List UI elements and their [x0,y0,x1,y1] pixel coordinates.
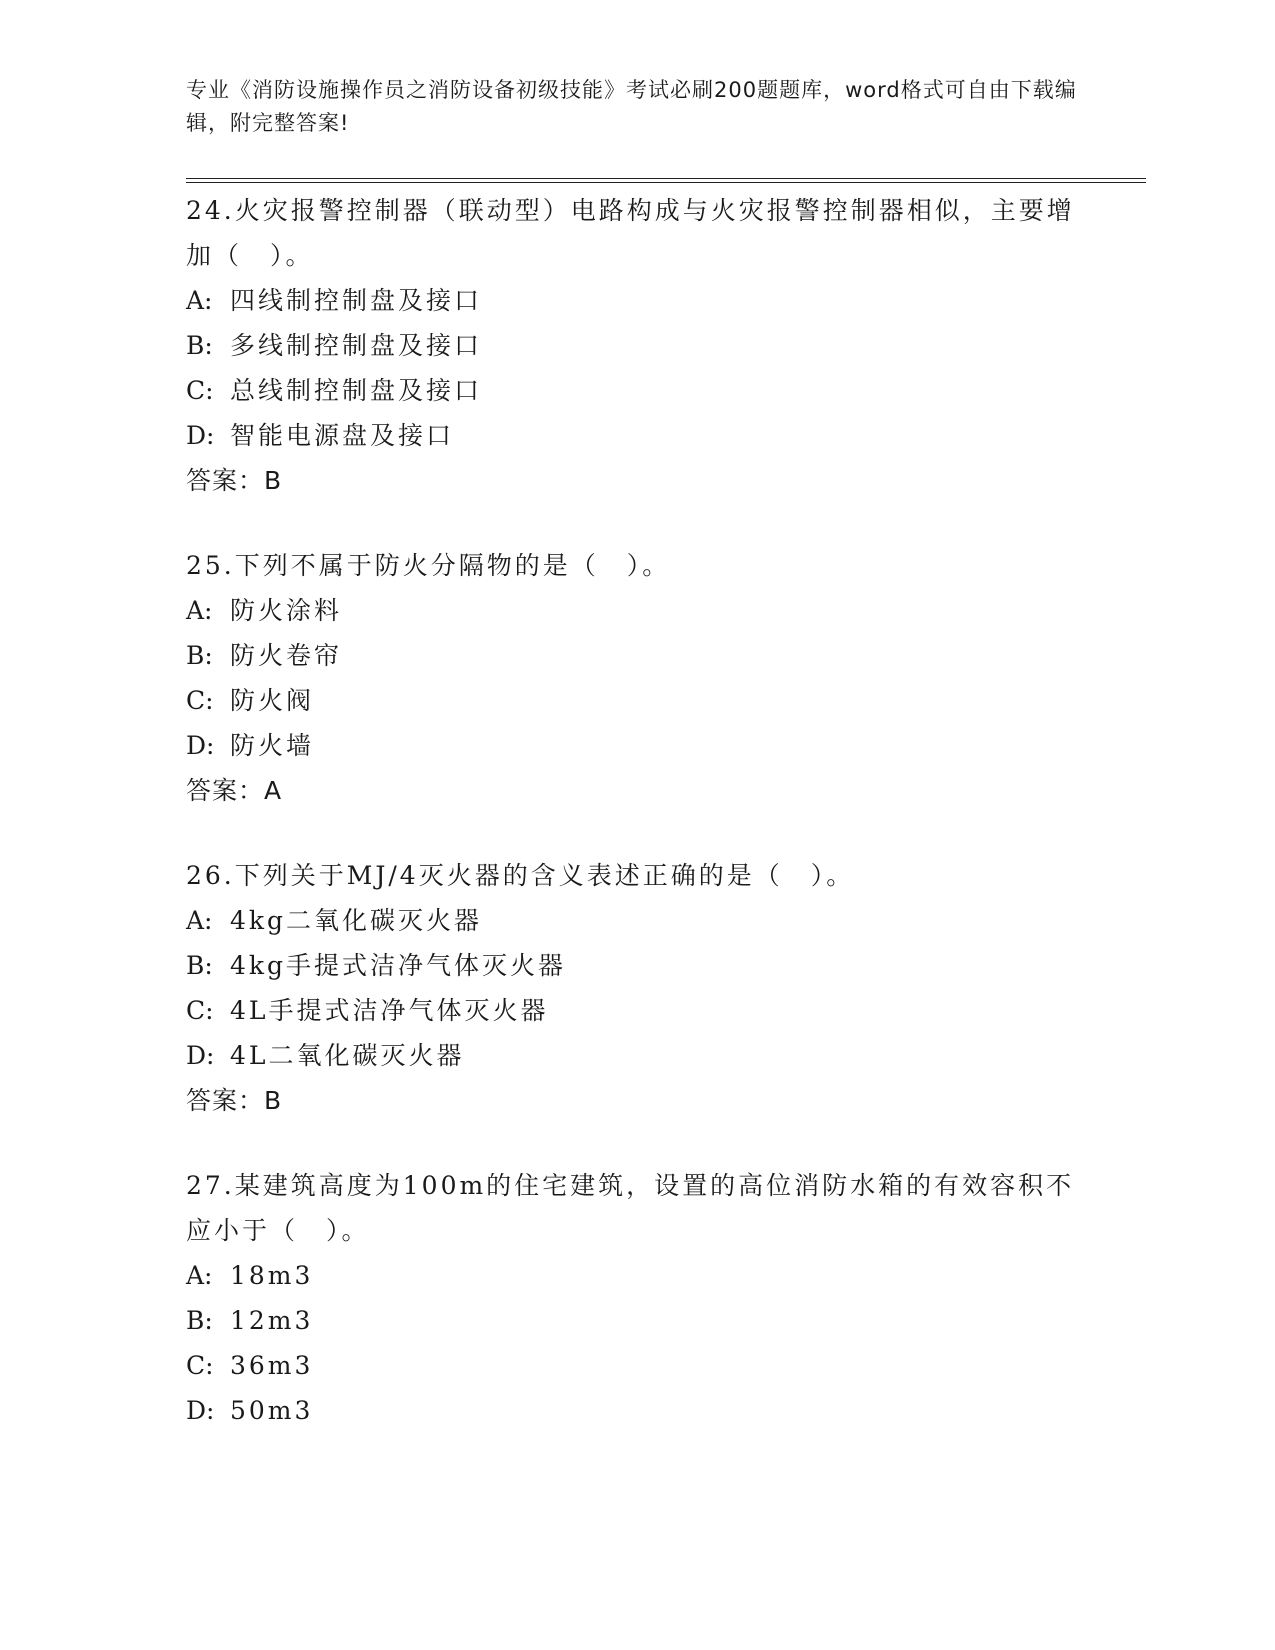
option-letter: B: [186,641,213,670]
option-letter: A: [186,906,213,935]
option-text: 50m3 [230,1396,314,1425]
header-divider [186,178,1146,183]
option-text: 4kg手提式洁净气体灭火器 [230,951,567,980]
option-text: 防火阀 [230,686,315,715]
option-b [186,323,1086,368]
option-a [186,588,1086,633]
option-letter: B: [186,951,213,980]
option-c [186,368,1086,413]
option-text: 四线制控制盘及接口 [230,286,483,315]
question-stem: 25.下列不属于防火分隔物的是（ ）。 [186,551,671,580]
answer-line: 答案：B [186,1086,283,1115]
option-letter: A: [186,286,213,315]
option-letter: B: [186,331,213,360]
option-text: 防火涂料 [230,596,343,625]
option-d [186,1388,1086,1433]
option-letter: D: [186,731,215,760]
option-c [186,678,1086,723]
option-letter: A: [186,1261,213,1290]
answer-line: 答案：A [186,776,283,805]
option-letter: C: [186,686,214,715]
option-text: 多线制控制盘及接口 [230,331,483,360]
question-25 [186,543,1086,813]
option-letter: C: [186,1351,214,1380]
option-a [186,1253,1086,1298]
document-header: 专业《消防设施操作员之消防设备初级技能》考试必刷200题题库，word格式可自由下载编辑，附完整答案! [186,78,1077,135]
option-text: 智能电源盘及接口 [230,421,455,450]
question-list [186,188,1086,1473]
option-c [186,988,1086,1033]
option-c [186,1343,1086,1388]
question-stem: 27.某建筑高度为100m的住宅建筑，设置的高位消防水箱的有效容积不应小于（ ）。 [186,1171,1075,1245]
option-b [186,943,1086,988]
option-text: 总线制控制盘及接口 [230,376,483,405]
option-text: 12m3 [230,1306,314,1335]
option-d [186,413,1086,458]
option-d [186,1033,1086,1078]
option-b [186,633,1086,678]
option-letter: C: [186,376,214,405]
option-a [186,898,1086,943]
option-text: 4kg二氧化碳灭火器 [230,906,483,935]
option-a [186,278,1086,323]
option-letter: D: [186,1396,215,1425]
option-text: 18m3 [230,1261,314,1290]
option-text: 4L手提式洁净气体灭火器 [230,996,549,1025]
question-stem: 26.下列关于MJ/4灭火器的含义表述正确的是（ ）。 [186,861,855,890]
option-d [186,723,1086,768]
option-letter: D: [186,421,215,450]
question-stem: 24.火灾报警控制器（联动型）电路构成与火灾报警控制器相似，主要增加（ ）。 [186,196,1075,270]
option-text: 4L二氧化碳灭火器 [230,1041,465,1070]
answer-line: 答案：B [186,466,283,495]
option-letter: C: [186,996,214,1025]
option-text: 防火卷帘 [230,641,343,670]
question-26 [186,853,1086,1123]
question-24 [186,188,1086,503]
question-27 [186,1163,1086,1433]
option-letter: D: [186,1041,215,1070]
option-letter: B: [186,1306,213,1335]
option-letter: A: [186,596,213,625]
option-text: 防火墙 [230,731,315,760]
option-b [186,1298,1086,1343]
option-text: 36m3 [230,1351,314,1380]
